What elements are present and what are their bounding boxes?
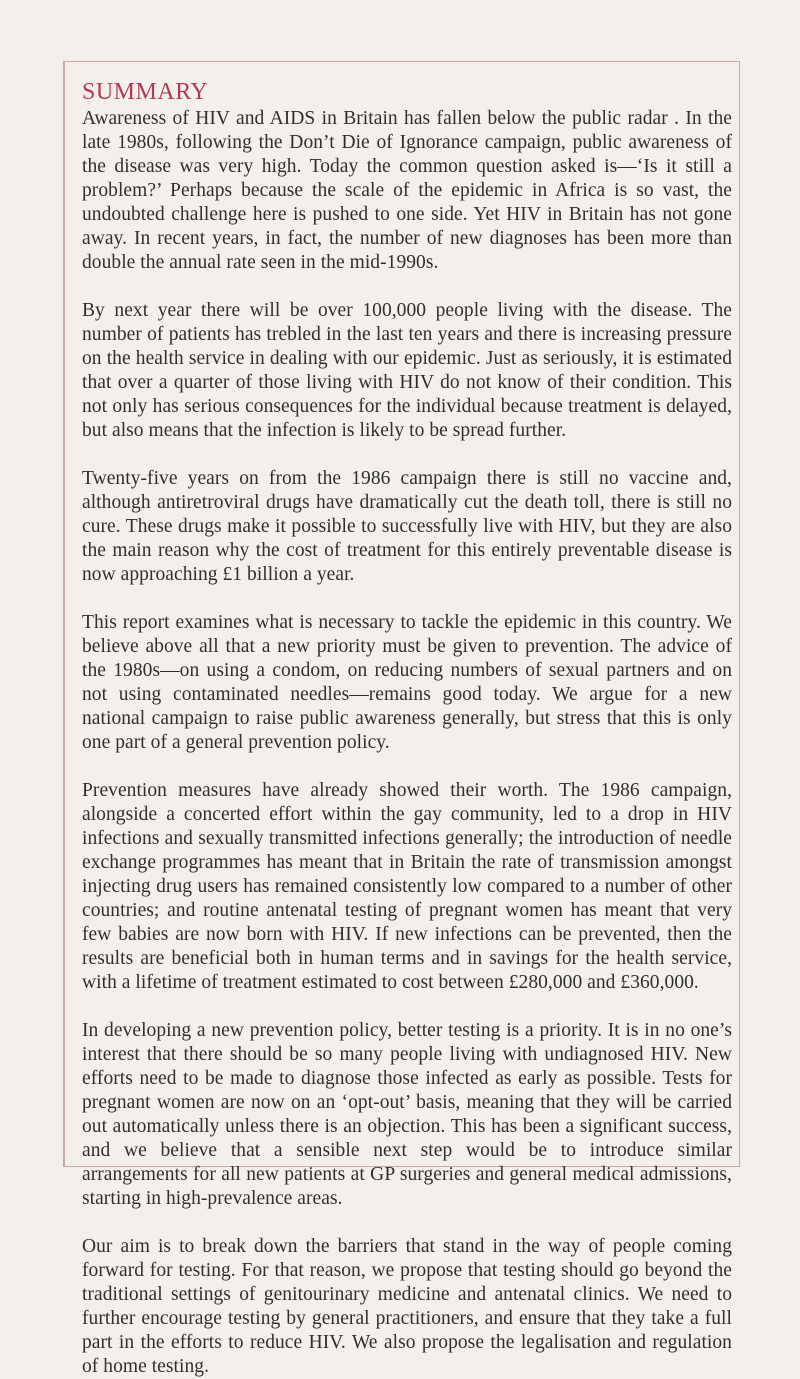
page-title: SUMMARY — [82, 79, 209, 105]
paragraph: Awareness of HIV and AIDS in Britain has fallen below the public radar . In the late 1980s, following the Don’t Die of Ignorance campaign, public awareness of the disease was very high. Today the common question asked is—‘Is it still a problem?’ Perhaps because the scale of the epidemic in Africa is so vast, the undoubted challenge here is pushed to one side. Yet HIV in Britain has not gone away. In recent years, in fact, the number of new diagnoses has been more than double the annual rate seen in the mid-1990s. — [82, 108, 732, 273]
paragraph: In developing a new prevention policy, better testing is a priority. It is in no one’s interest that there should be so many people living with undiagnosed HIV. New efforts need to be made to diagnose those infected as early as possible. Tests for pregnant women are now on an ‘opt-out’ basis, meaning that they will be carried out automatically unless there is an objection. This has been a significant success, and we believe that a sensible next step would be to introduce similar arrangements for all new patients at GP surgeries and general medical admissions, starting in high-prevalence areas. — [82, 1020, 732, 1209]
paragraph: Our aim is to break down the barriers that stand in the way of people coming forward for testing. For that reason, we propose that testing should go beyond the traditional settings of genitourinary medicine and antenatal clinics. We need to further encourage testing by general practitioners, and ensure that they take a full part in the efforts to reduce HIV. We also propose the legalisation and regulation of home testing. — [82, 1236, 732, 1377]
paragraph: Prevention measures have already showed their worth. The 1986 campaign, alongside a concerted effort within the gay community, led to a drop in HIV infections and sexually transmitted infections generally; the introduction of needle exchange programmes has meant that in Britain the rate of transmission amongst injecting drug users has remained consistently low compared to a number of other countries; and routine antenatal testing of pregnant women has meant that very few babies are now born with HIV. If new infections can be prevented, then the results are beneficial both in human terms and in savings for the health service, with a lifetime of treatment estimated to cost between £280,000 and £360,000. — [82, 780, 732, 993]
paragraph: By next year there will be over 100,000 people living with the disease. The number of patients has trebled in the last ten years and there is increasing pressure on the health service in dealing with our epidemic. Just as seriously, it is estimated that over a quarter of those living with HIV do not know of their condition. This not only has serious consequences for the individual because treatment is delayed, but also means that the infection is likely to be spread further. — [82, 300, 732, 441]
summary-body — [82, 107, 732, 1379]
paragraph: This report examines what is necessary to tackle the epidemic in this country. We believe above all that a new priority must be given to prevention. The advice of the 1980s—on using a condom, on reducing numbers of sexual partners and on not using contaminated needles—remains good today. We argue for a new national campaign to raise public awareness generally, but stress that this is only one part of a general prevention policy. — [82, 612, 732, 753]
paragraph: Twenty-five years on from the 1986 campaign there is still no vaccine and, although antiretroviral drugs have dramatically cut the death toll, there is still no cure. These drugs make it possible to successfully live with HIV, but they are also the main reason why the cost of treatment for this entirely preventable disease is now approaching £1 billion a year. — [82, 468, 732, 585]
